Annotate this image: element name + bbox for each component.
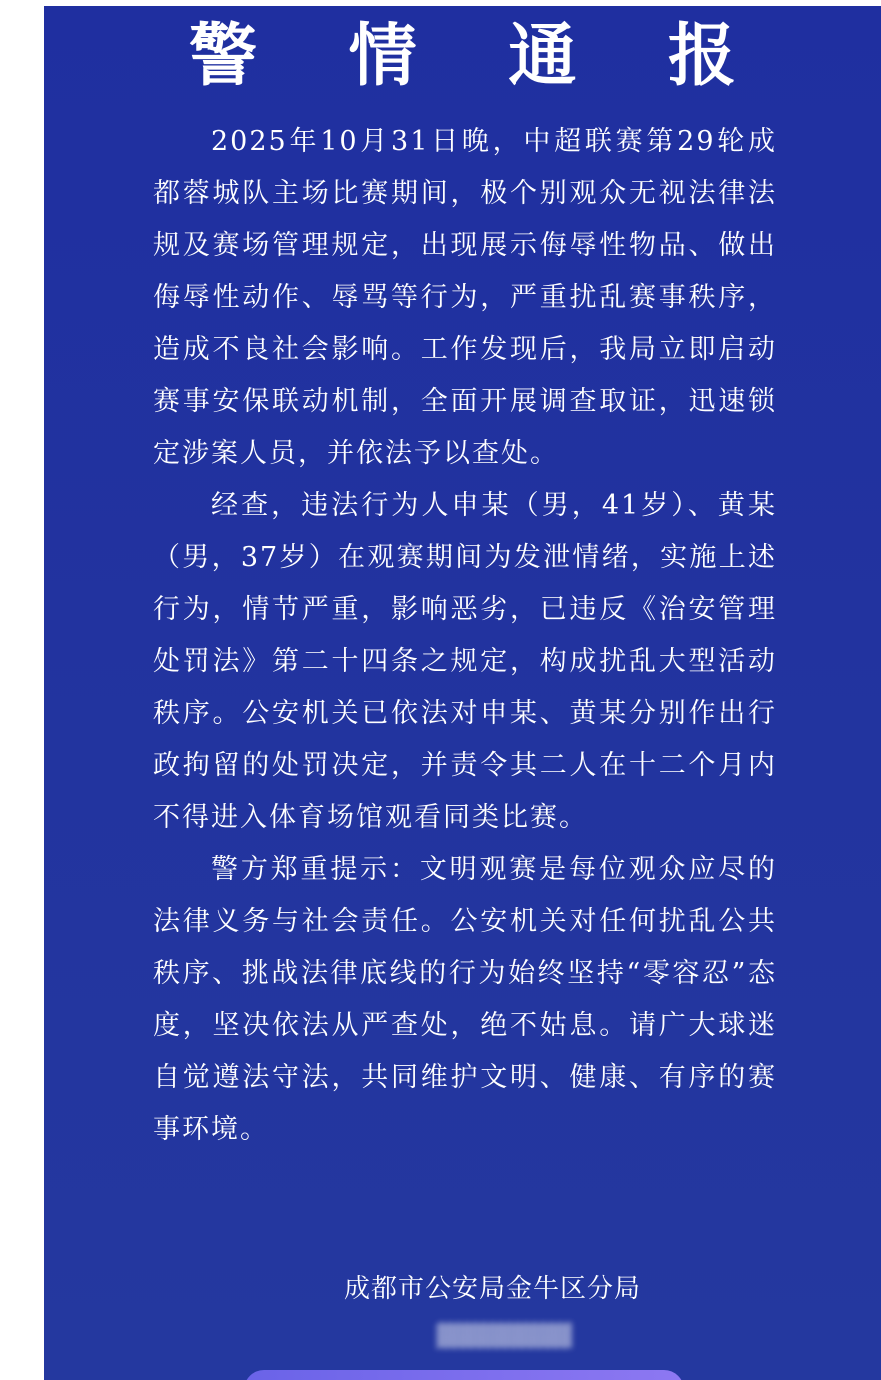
- notice-paragraph: 经查，违法行为人申某（男，41岁）、黄某（男，37岁）在观赛期间为发泄情绪，实施上述行为，情节严重，影响恶劣，已违反《治安管理处罚法》第二十四条之规定，构成扰乱大型活动秩序。公安机关已依法对申某、黄某分别作出行政拘留的处罚决定，并责令其二人在十二个月内不得进入体育场馆观看同类比赛。: [153, 490, 777, 833]
- notice-title: 警 情 通 报: [188, 17, 771, 96]
- blurred-date-watermark: ▓▓▓▓▓▓▓▓: [436, 1324, 572, 1349]
- notice-paragraph: 2025年10月31日晚，中超联赛第29轮成都蓉城队主场比赛期间，极个别观众无视法律法规及赛场管理规定，出现展示侮辱性物品、做出侮辱性动作、辱骂等行为，严重扰乱赛事秩序，造成不良社会影响。工作发现后，我局立即启动赛事安保联动机制，全面开展调查取证，迅速锁定涉案人员，并依法予以查处。: [153, 126, 777, 469]
- notice-body: [153, 116, 777, 1156]
- notice-paragraph: 警方郑重提示：文明观赛是每位观众应尽的法律义务与社会责任。公安机关对任何扰乱公共秩序、挑战法律底线的行为始终坚持“零容忍”态度，坚决依法从严查处，绝不姑息。请广大球迷自觉遵法守法，共同维护文明、健康、有序的赛事环境。: [153, 854, 777, 1145]
- bottom-action-bar[interactable]: [244, 1370, 684, 1380]
- police-notice-panel: [44, 6, 881, 1380]
- issuer-signature: 成都市公安局金牛区分局: [344, 1274, 642, 1304]
